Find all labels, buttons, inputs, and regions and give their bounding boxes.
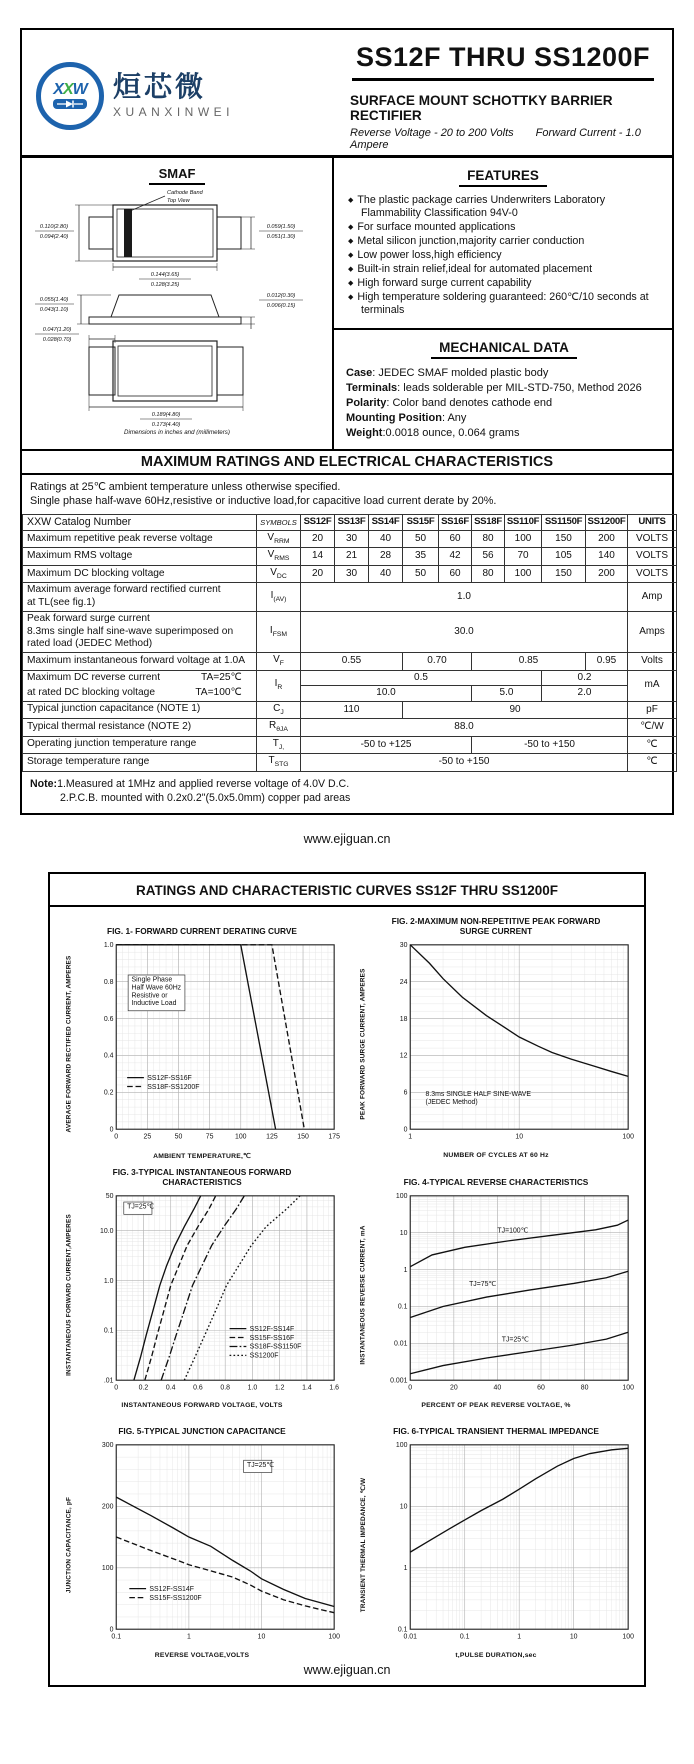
table-cell: 60 — [439, 530, 472, 547]
svg-text:1.4: 1.4 — [301, 1384, 312, 1392]
table-cell: mA — [628, 670, 677, 701]
table-row — [23, 653, 677, 670]
package-drawing-panel — [22, 158, 334, 449]
figure-body — [357, 1437, 636, 1652]
svg-text:0.047(1.20): 0.047(1.20) — [42, 327, 72, 333]
svg-text:60: 60 — [536, 1384, 545, 1392]
table-cell: 50 — [403, 530, 439, 547]
svg-text:25: 25 — [143, 1133, 151, 1141]
svg-text:10: 10 — [569, 1634, 578, 1642]
svg-text:40: 40 — [493, 1384, 501, 1392]
table-cell: 1.0 — [301, 583, 628, 612]
mechanical-data-line: Weight:0.0018 ounce, 0.064 grams — [346, 426, 520, 439]
figure-title: FIG. 2-MAXIMUM NON-REPETITIVE PEAK FORWARD SURGE CURRENT — [391, 916, 601, 937]
table-cell: 0.70 — [403, 653, 472, 670]
table-cell: $T_{STG}$ — [257, 754, 301, 771]
feature-item: ◆ Metal silicon junction,majority carrier conduction — [348, 235, 585, 248]
website-footer-page1: www.ejiguan.cn — [303, 832, 391, 847]
svg-text:0: 0 — [407, 1384, 412, 1392]
svg-text:1.0: 1.0 — [247, 1384, 257, 1392]
svg-text:0.4: 0.4 — [103, 1052, 113, 1060]
table-row — [23, 719, 677, 736]
svg-text:SS18F-SS1150F: SS18F-SS1150F — [249, 1343, 301, 1351]
svg-text:Dimensions in inches and (mill: Dimensions in inches and (millimeters) — [124, 429, 230, 435]
table-cell: ℃ — [628, 754, 677, 771]
table-cell: -50 to +150 — [472, 736, 628, 753]
table-cell: SS1200F — [586, 514, 628, 530]
svg-text:0.4: 0.4 — [165, 1384, 176, 1392]
table-cell: 80 — [472, 530, 505, 547]
figure-title: FIG. 6-TYPICAL TRANSIENT THERMAL IMPEDANCE — [393, 1426, 599, 1437]
svg-text:100: 100 — [621, 1384, 634, 1392]
svg-text:0: 0 — [113, 1384, 118, 1392]
table-cell: 0.85 — [472, 653, 586, 670]
svg-text:8.3ms SINGLE HALF SINE-WAVE: 8.3ms SINGLE HALF SINE-WAVE — [424, 1091, 531, 1099]
table-cell: SYMBOLS — [257, 514, 301, 530]
svg-text:0.1: 0.1 — [110, 1634, 121, 1642]
table-cell: 30 — [335, 530, 369, 547]
diode-icon — [53, 98, 87, 110]
figure-y-axis-label: INSTANTANEOUS FORWARD CURRENT,AMPERES — [65, 1214, 73, 1376]
svg-text:0.001: 0.001 — [389, 1377, 407, 1385]
table-cell: VOLTS — [628, 548, 677, 565]
svg-text:0.043(1.10): 0.043(1.10) — [39, 307, 69, 313]
table-cell: 42 — [439, 548, 472, 565]
table-cell: 90 — [403, 701, 628, 718]
table-cell: 0.95 — [586, 653, 628, 670]
bullet-icon: ◆ — [348, 252, 354, 260]
curves-section-title: RATINGS AND CHARACTERISTIC CURVES SS12F THRU SS1200F — [50, 874, 644, 907]
table-cell: 140 — [586, 548, 628, 565]
svg-text:10: 10 — [257, 1634, 265, 1642]
ratings-tagline: Reverse Voltage - 20 to 200 Volts Forward Current - 1.0 Ampere — [350, 127, 641, 151]
document-subtitle: SURFACE MOUNT SCHOTTKY BARRIER RECTIFIER — [350, 93, 613, 123]
svg-text:10: 10 — [399, 1503, 407, 1511]
figure-body — [357, 1188, 636, 1403]
table-cell: SS12F — [301, 514, 335, 530]
svg-text:SS12F-SS14F: SS12F-SS14F — [148, 1586, 194, 1594]
page-2 — [48, 872, 646, 1687]
mechanical-data-line: Terminals: leads solderable per MIL-STD-750, Method 2026 — [346, 382, 642, 395]
table-cell: 20 — [301, 565, 335, 582]
svg-text:0.1: 0.1 — [103, 1327, 113, 1335]
svg-text:Half Wave 60Hz: Half Wave 60Hz — [130, 984, 181, 992]
svg-text:0.2: 0.2 — [103, 1089, 113, 1097]
figure-x-axis-label: PERCENT OF PEAK REVERSE VOLTAGE, % — [421, 1402, 571, 1410]
figure-fig5 — [58, 1417, 346, 1659]
figure-x-axis-label: NUMBER OF CYCLES AT 60 Hz — [443, 1151, 549, 1159]
figure-body — [63, 1188, 342, 1403]
table-cell: 50 — [403, 565, 439, 582]
figure-body — [357, 937, 636, 1152]
svg-text:300: 300 — [101, 1442, 113, 1450]
feature-item: ◆ Built-in strain relief,ideal for automated placement — [348, 263, 593, 276]
table-cell: 200 — [586, 530, 628, 547]
header-right — [344, 30, 672, 155]
page-1 — [20, 28, 674, 815]
svg-text:0.1: 0.1 — [459, 1634, 470, 1642]
figures-grid — [50, 907, 644, 1661]
figure-chart-fig6 — [370, 1437, 636, 1652]
bullet-icon: ◆ — [348, 238, 354, 246]
table-cell: VOLTS — [628, 565, 677, 582]
table-cell: -50 to +125 — [301, 736, 472, 753]
figure-x-axis-label: INSTANTANEOUS FORWARD VOLTAGE, VOLTS — [121, 1402, 283, 1410]
figure-fig1 — [58, 917, 346, 1160]
ratings-intro-line1: Ratings at 25℃ ambient temperature unless otherwise specified. — [30, 480, 341, 493]
table-cell: Maximum RMS voltage — [23, 548, 257, 565]
svg-text:TJ=25℃: TJ=25℃ — [246, 1462, 274, 1470]
svg-text:0.173(4.40): 0.173(4.40) — [151, 422, 181, 428]
table-cell: 2.0 — [542, 686, 628, 702]
table-cell: Operating junction temperature range — [23, 736, 257, 753]
svg-text:10: 10 — [514, 1133, 523, 1141]
ratings-intro-line2: Single phase half-wave 60Hz,resistive or inductive load,for capacitive load current derate by 20%. — [30, 494, 497, 507]
svg-text:0.110(2.80): 0.110(2.80) — [39, 224, 69, 230]
table-cell: 5.0 — [472, 686, 542, 702]
bullet-icon: ◆ — [348, 280, 354, 288]
table-cell: Typical junction capacitance (NOTE 1) — [23, 701, 257, 718]
svg-text:(JEDEC Method): (JEDEC Method) — [424, 1099, 478, 1107]
table-cell: at rated DC blocking voltage TA=100℃ — [23, 686, 257, 702]
table-cell: $V_F$ — [257, 653, 301, 670]
svg-text:0.1: 0.1 — [397, 1626, 407, 1634]
table-cell: 0.55 — [301, 653, 403, 670]
svg-text:10: 10 — [399, 1229, 407, 1237]
svg-text:1: 1 — [186, 1634, 191, 1642]
features-section — [334, 158, 672, 330]
svg-text:12: 12 — [399, 1052, 407, 1060]
note-line-2: 2.P.C.B. mounted with 0.2x0.2"(5.0x5.0mm) copper pad areas — [60, 791, 351, 804]
svg-text:0: 0 — [109, 1626, 113, 1634]
svg-text:200: 200 — [101, 1503, 113, 1511]
svg-text:1: 1 — [407, 1133, 412, 1141]
logo-xxw-text: XXW — [53, 80, 87, 98]
datasheet-page — [0, 28, 694, 1764]
feature-item: ◆ High temperature soldering guaranteed: 260℃/10 seconds at terminals — [348, 291, 649, 317]
figure-y-axis-label: PEAK FORWARD SURGE CURRENT, AMPERES — [359, 968, 367, 1121]
table-row — [23, 754, 677, 771]
figure-y-axis-label: JUNCTION CAPACITANCE, pF — [65, 1496, 73, 1593]
svg-text:0.012(0.30): 0.012(0.30) — [266, 293, 296, 299]
table-cell: Storage temperature range — [23, 754, 257, 771]
svg-text:150: 150 — [296, 1133, 309, 1141]
svg-text:125: 125 — [265, 1133, 278, 1141]
svg-text:80: 80 — [580, 1384, 588, 1392]
table-cell: ℃ — [628, 736, 677, 753]
table-cell: Maximum instantaneous forward voltage at 1.0A — [23, 653, 257, 670]
table-cell: SS16F — [439, 514, 472, 530]
table-cell: 70 — [505, 548, 542, 565]
figure-fig6 — [352, 1417, 640, 1659]
svg-text:0.8: 0.8 — [219, 1384, 230, 1392]
figure-x-axis-label: REVERSE VOLTAGE,VOLTS — [154, 1651, 250, 1659]
table-cell: 30.0 — [301, 611, 628, 652]
figure-title: FIG. 3-TYPICAL INSTANTANEOUS FORWARD CHARACTERISTICS — [112, 1166, 292, 1187]
package-outline-drawing — [27, 183, 327, 435]
website-footer-page2: www.ejiguan.cn — [303, 1662, 391, 1677]
svg-text:0.01: 0.01 — [393, 1340, 407, 1348]
table-cell: UNITS — [628, 514, 677, 530]
content-columns — [22, 158, 672, 449]
figure-x-axis-label: AMBIENT TEMPERATURE,℃ — [153, 1152, 251, 1160]
table-cell: 14 — [301, 548, 335, 565]
table-cell: $T_{J,}$ — [257, 736, 301, 753]
table-cell: SS13F — [335, 514, 369, 530]
table-row — [23, 686, 677, 702]
company-name-chinese: 烜芯微 — [113, 71, 207, 103]
table-cell: VOLTS — [628, 530, 677, 547]
mechanical-data-lines — [346, 366, 662, 440]
svg-text:0: 0 — [113, 1133, 118, 1141]
table-cell: 0.5 — [301, 670, 542, 686]
svg-text:100: 100 — [395, 1192, 407, 1200]
svg-text:Top View: Top View — [167, 198, 190, 204]
svg-text:1: 1 — [403, 1266, 407, 1274]
svg-text:0.6: 0.6 — [192, 1384, 203, 1392]
svg-text:SS12F-SS16F: SS12F-SS16F — [146, 1074, 192, 1082]
figure-chart-fig1 — [76, 937, 342, 1152]
table-cell: 100 — [505, 565, 542, 582]
table-cell: 40 — [369, 565, 403, 582]
note-line-1: Note:1.Measured at 1MHz and applied reverse voltage of 4.0V D.C. — [30, 777, 350, 790]
company-logo — [22, 30, 344, 155]
table-cell: 60 — [439, 565, 472, 582]
table-cell: 110 — [301, 701, 403, 718]
svg-text:20: 20 — [449, 1384, 458, 1392]
svg-text:0.055(1.40): 0.055(1.40) — [39, 297, 69, 303]
header — [22, 30, 672, 155]
svg-text:1.0: 1.0 — [103, 1277, 113, 1285]
table-cell: 200 — [586, 565, 628, 582]
table-cell: 20 — [301, 530, 335, 547]
svg-text:SS12F-SS14F: SS12F-SS14F — [249, 1325, 294, 1333]
table-cell: 150 — [542, 530, 586, 547]
table-cell: $R_{\theta JA}$ — [257, 719, 301, 736]
svg-text:TJ=75℃: TJ=75℃ — [468, 1280, 496, 1288]
company-name-latin: XUANXINWEI — [113, 104, 235, 119]
svg-text:0.1: 0.1 — [397, 1303, 407, 1311]
svg-text:SS15F-SS1200F: SS15F-SS1200F — [148, 1595, 202, 1603]
table-row — [23, 565, 677, 582]
mechanical-data-line: Mounting Position: Any — [346, 411, 467, 424]
mechanical-data-section — [334, 330, 672, 448]
feature-item: ◆ For surface mounted applications — [348, 221, 516, 234]
feature-item: ◆ High forward surge current capability — [348, 277, 532, 290]
figure-fig3 — [58, 1168, 346, 1410]
svg-text:30: 30 — [399, 942, 407, 950]
svg-text:100: 100 — [234, 1133, 247, 1141]
figure-chart-fig2 — [370, 937, 636, 1152]
figure-chart-fig5 — [76, 1437, 342, 1652]
svg-text:0.189(4.80): 0.189(4.80) — [151, 412, 181, 418]
table-cell: ℃/W — [628, 719, 677, 736]
table-cell: Volts — [628, 653, 677, 670]
svg-text:TJ=25℃: TJ=25℃ — [501, 1336, 529, 1344]
part-number-title: SS12F THRU SS1200F — [352, 42, 654, 81]
svg-text:1: 1 — [516, 1634, 521, 1642]
bullet-icon: ◆ — [348, 266, 354, 274]
table-cell: Typical thermal resistance (NOTE 2) — [23, 719, 257, 736]
svg-text:0.01: 0.01 — [403, 1634, 417, 1642]
svg-text:Inductive Load: Inductive Load — [130, 1000, 176, 1008]
mechanical-data-title: MECHANICAL DATA — [431, 340, 577, 359]
table-cell: Amps — [628, 611, 677, 652]
figure-title: FIG. 4-TYPICAL REVERSE CHARACTERISTICS — [403, 1176, 589, 1187]
table-row — [23, 736, 677, 753]
svg-text:SS15F-SS16F: SS15F-SS16F — [249, 1334, 294, 1342]
svg-text:10.0: 10.0 — [99, 1227, 113, 1235]
svg-text:0.8: 0.8 — [103, 979, 113, 987]
svg-text:0.2: 0.2 — [138, 1384, 148, 1392]
table-cell: 100 — [505, 530, 542, 547]
svg-text:18: 18 — [399, 1015, 407, 1023]
svg-text:Resistive or: Resistive or — [130, 992, 168, 1000]
logo-circle-icon — [36, 62, 104, 130]
table-row — [23, 670, 677, 686]
table-cell: $I_{(AV)}$ — [257, 583, 301, 612]
svg-text:100: 100 — [395, 1442, 407, 1450]
feature-item: ◆ The plastic package carries Underwriters Laboratory Flammability Classification 94V-0 — [348, 194, 606, 220]
svg-text:100: 100 — [621, 1133, 634, 1141]
svg-text:Cathode Band: Cathode Band — [167, 190, 203, 196]
table-cell: 10.0 — [301, 686, 472, 702]
mechanical-data-line: Polarity: Color band denotes cathode end — [346, 397, 553, 410]
figure-chart-fig4 — [370, 1188, 636, 1403]
table-cell: Maximum DC blocking voltage — [23, 565, 257, 582]
svg-text:Single Phase: Single Phase — [130, 976, 172, 984]
table-cell: $V_{DC}$ — [257, 565, 301, 582]
svg-text:0.006(0.15): 0.006(0.15) — [266, 303, 296, 309]
svg-text:0.051(1.30): 0.051(1.30) — [266, 234, 296, 240]
table-cell: $I_R$ — [257, 670, 301, 701]
svg-text:1.2: 1.2 — [274, 1384, 284, 1392]
table-cell: SS14F — [369, 514, 403, 530]
table-cell: 56 — [472, 548, 505, 565]
features-mechanical-panel — [334, 158, 672, 449]
bullet-icon: ◆ — [348, 294, 354, 302]
table-row — [23, 548, 677, 565]
table-cell: 40 — [369, 530, 403, 547]
table-cell: $I_{FSM}$ — [257, 611, 301, 652]
figure-y-axis-label: INSTANTANEOUS REVERSE CURRENT, mA — [359, 1225, 367, 1365]
svg-text:24: 24 — [399, 979, 407, 987]
table-cell: XXW Catalog Number — [23, 514, 257, 530]
table-cell: 105 — [542, 548, 586, 565]
feature-item: ◆ Low power loss,high efficiency — [348, 249, 502, 262]
svg-text:.01: .01 — [103, 1377, 113, 1385]
figure-body — [63, 1437, 342, 1652]
table-row — [23, 701, 677, 718]
figure-chart-fig3 — [76, 1188, 342, 1403]
table-cell: 30 — [335, 565, 369, 582]
bullet-icon: ◆ — [348, 224, 354, 232]
svg-text:0.094(2.40): 0.094(2.40) — [39, 234, 69, 240]
table-cell: 80 — [472, 565, 505, 582]
svg-text:6: 6 — [403, 1089, 407, 1097]
ratings-section-title: MAXIMUM RATINGS AND ELECTRICAL CHARACTERISTICS — [22, 449, 672, 475]
figure-fig4 — [352, 1168, 640, 1410]
table-cell: pF — [628, 701, 677, 718]
figure-title: FIG. 5-TYPICAL JUNCTION CAPACITANCE — [118, 1426, 286, 1437]
svg-text:50: 50 — [105, 1192, 113, 1200]
svg-text:0: 0 — [109, 1126, 113, 1134]
table-cell: $C_J$ — [257, 701, 301, 718]
table-row — [23, 583, 677, 612]
table-row — [23, 530, 677, 547]
table-header-row — [23, 514, 677, 530]
svg-text:75: 75 — [205, 1133, 213, 1141]
svg-text:175: 175 — [327, 1133, 340, 1141]
svg-text:50: 50 — [174, 1133, 182, 1141]
table-cell: 150 — [542, 565, 586, 582]
notes-section — [22, 772, 672, 814]
ratings-table — [22, 514, 677, 772]
ratings-intro — [22, 475, 672, 514]
table-row — [23, 611, 677, 652]
logo-wordmark — [113, 72, 234, 119]
svg-text:100: 100 — [327, 1634, 340, 1642]
table-cell: Maximum average forward rectified current at TL(see fig.1) — [23, 583, 257, 612]
table-cell: $V_{RRM}$ — [257, 530, 301, 547]
table-cell: 88.0 — [301, 719, 628, 736]
bullet-icon: ◆ — [348, 197, 354, 204]
svg-text:1.6: 1.6 — [328, 1384, 339, 1392]
table-cell: 28 — [369, 548, 403, 565]
figure-fig2 — [352, 917, 640, 1160]
table-cell: -50 to +150 — [301, 754, 628, 771]
svg-text:0.144(3.65): 0.144(3.65) — [150, 272, 180, 278]
table-cell: SS110F — [505, 514, 542, 530]
svg-text:1: 1 — [403, 1565, 407, 1573]
features-title: FEATURES — [459, 168, 547, 187]
svg-text:0.028(0.70): 0.028(0.70) — [42, 337, 72, 343]
table-cell: $V_{RMS}$ — [257, 548, 301, 565]
svg-text:0.059(1.50): 0.059(1.50) — [266, 224, 296, 230]
svg-text:TJ=100℃: TJ=100℃ — [496, 1227, 528, 1235]
table-cell: 0.2 — [542, 670, 628, 686]
table-cell: SS15F — [403, 514, 439, 530]
figure-title: FIG. 1- FORWARD CURRENT DERATING CURVE — [107, 926, 297, 937]
figure-y-axis-label: TRANSIENT THERMAL IMPEDANCE, ℃/W — [360, 1477, 367, 1612]
svg-text:SS18F-SS1200F: SS18F-SS1200F — [146, 1083, 199, 1091]
table-cell: Maximum repetitive peak reverse voltage — [23, 530, 257, 547]
svg-text:100: 100 — [621, 1634, 634, 1642]
table-cell: 21 — [335, 548, 369, 565]
figure-body — [63, 937, 342, 1152]
table-cell: SS1150F — [542, 514, 586, 530]
svg-text:0: 0 — [403, 1126, 407, 1134]
table-cell: 35 — [403, 548, 439, 565]
svg-text:SS1200F: SS1200F — [249, 1352, 278, 1360]
svg-text:0.128(3.25): 0.128(3.25) — [150, 282, 180, 288]
table-cell: Maximum DC reverse current TA=25℃ — [23, 670, 257, 686]
table-cell: Amp — [628, 583, 677, 612]
features-list — [342, 194, 664, 317]
svg-text:100: 100 — [101, 1565, 113, 1573]
table-cell: Peak forward surge current 8.3ms single half sine-wave superimposed on rated load (JEDEC Method) — [23, 611, 257, 652]
svg-text:TJ=25℃: TJ=25℃ — [126, 1203, 154, 1211]
figure-x-axis-label: t,PULSE DURATION,sec — [455, 1651, 537, 1659]
figure-y-axis-label: AVERAGE FORWARD RECTIFIED CURRENT, AMPERES — [65, 955, 73, 1133]
mechanical-data-line: Case: JEDEC SMAF molded plastic body — [346, 367, 549, 380]
package-name: SMAF — [22, 166, 332, 181]
table-cell: SS18F — [472, 514, 505, 530]
svg-text:1.0: 1.0 — [103, 942, 113, 950]
svg-text:0.6: 0.6 — [103, 1015, 113, 1023]
